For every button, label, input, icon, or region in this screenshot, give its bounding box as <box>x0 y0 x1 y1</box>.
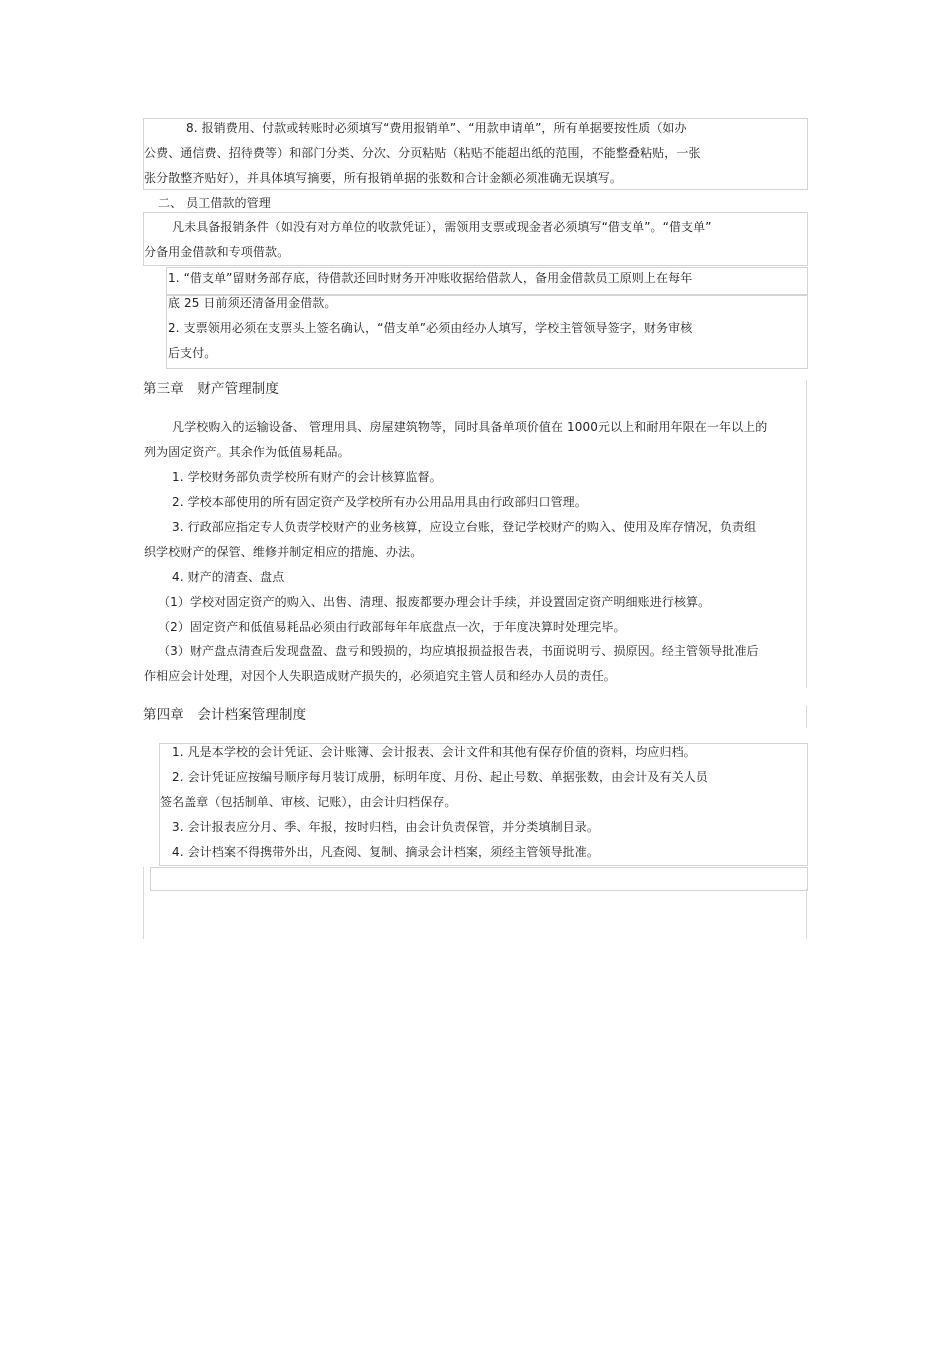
chapter-3-item-2: 2. 学校本部使用的所有固定资产及学校所有办公用品用具由行政部归口管理。 <box>172 495 587 509</box>
cell-border-empty-row <box>150 867 808 891</box>
chapter-3-sub-1: （1）学校对固定资产的购入、出售、清理、报废都要办理会计手续，并设置固定资产明细账进行核算。 <box>158 595 711 609</box>
chapter-3-intro-line-2: 列为固定资产。其余作为低值易耗品。 <box>144 445 350 459</box>
chapter-3-title: 第三章 财产管理制度 <box>143 381 279 397</box>
expense-line-1: 8. 报销费用、付款或转账时必须填写“费用报销单”、“用款申请单”，所有单据要按性质（如办 <box>186 121 687 135</box>
loan-item-2-line-1: 2. 支票领用必须在支票头上签名确认，“借支单”必须由经办人填写，学校主管领导签字，财务审核 <box>168 321 693 335</box>
cell-border-bottom-left <box>143 867 144 939</box>
chapter-3-sub-3-line-2: 作相应会计处理，对因个人失职造成财产损失的，必须追究主管人员和经办人员的责任。 <box>144 669 616 683</box>
chapter-4-item-4: 4. 会计档案不得携带外出，凡查阅、复制、摘录会计档案，须经主管领导批准。 <box>172 845 599 859</box>
chapter-3-sub-2: （2）固定资产和低值易耗品必须由行政部每年年底盘点一次，于年度决算时处理完毕。 <box>158 620 626 634</box>
cell-border-ch4-right <box>806 706 807 728</box>
chapter-3-sub-3-line-1: （3）财产盘点清查后发现盘盈、盘亏和毁损的，均应填报损益报告表，书面说明亏、损原因。经主管领导批准后 <box>158 644 759 658</box>
loan-intro-line-1: 凡未具备报销条件（如没有对方单位的收款凭证），需领用支票或现金者必须填写“借支单”。“借支单” <box>172 220 712 234</box>
chapter-3-item-3-line-2: 织学校财产的保管、维修并制定相应的措施、办法。 <box>144 545 423 559</box>
loan-item-1-line-2: 底 25 日前须还清备用金借款。 <box>168 296 337 310</box>
cell-border-ch3-right <box>806 380 807 688</box>
chapter-3-item-1: 1. 学校财务部负责学校所有财产的会计核算监督。 <box>172 470 442 484</box>
chapter-3-item-4: 4. 财产的清查、盘点 <box>172 570 285 584</box>
chapter-4-title: 第四章 会计档案管理制度 <box>143 707 307 723</box>
cell-border-bottom-right <box>806 889 807 939</box>
chapter-4-item-2-line-1: 2. 会计凭证应按编号顺序每月装订成册，标明年度、月份、起止号数、单据张数，由会计及有关人员 <box>172 770 708 784</box>
loan-item-1-line-1: 1. “借支单”留财务部存底，待借款还回时财务开冲账收据给借款人，备用金借款员工原则上在每年 <box>168 271 693 285</box>
chapter-3-item-3-line-1: 3. 行政部应指定专人负责学校财产的业务核算，应设立台账，登记学校财产的购入、使用及库存情况，负责组 <box>172 520 757 534</box>
chapter-4-item-1: 1. 凡是本学校的会计凭证、会计账簿、会计报表、会计文件和其他有保存价值的资料，均应归档。 <box>172 745 696 759</box>
expense-line-3: 张分散整齐贴好），并具体填写摘要，所有报销单据的张数和合计金额必须准确无误填写。 <box>144 171 623 185</box>
chapter-4-item-3: 3. 会计报表应分月、季、年报，按时归档，由会计负责保管，并分类填制目录。 <box>172 820 599 834</box>
loan-intro-line-2: 分备用金借款和专项借款。 <box>144 245 290 259</box>
loan-item-2-line-2: 后支付。 <box>168 346 217 360</box>
expense-line-2: 公费、通信费、招待费等）和部门分类、分次、分页粘贴（粘贴不能超出纸的范围，不能整叠粘贴，一张 <box>144 146 701 160</box>
chapter-3-intro-line-1: 凡学校购入的运输设备、 管理用具、房屋建筑物等，同时具备单项价值在 1000元以上和耐用年限在一年以上的 <box>172 420 768 434</box>
chapter-4-item-2-line-2: 签名盖章（包括制单、审核、记账），由会计归档保存。 <box>160 795 457 809</box>
loan-heading: 二、 员工借款的管理 <box>158 196 271 210</box>
